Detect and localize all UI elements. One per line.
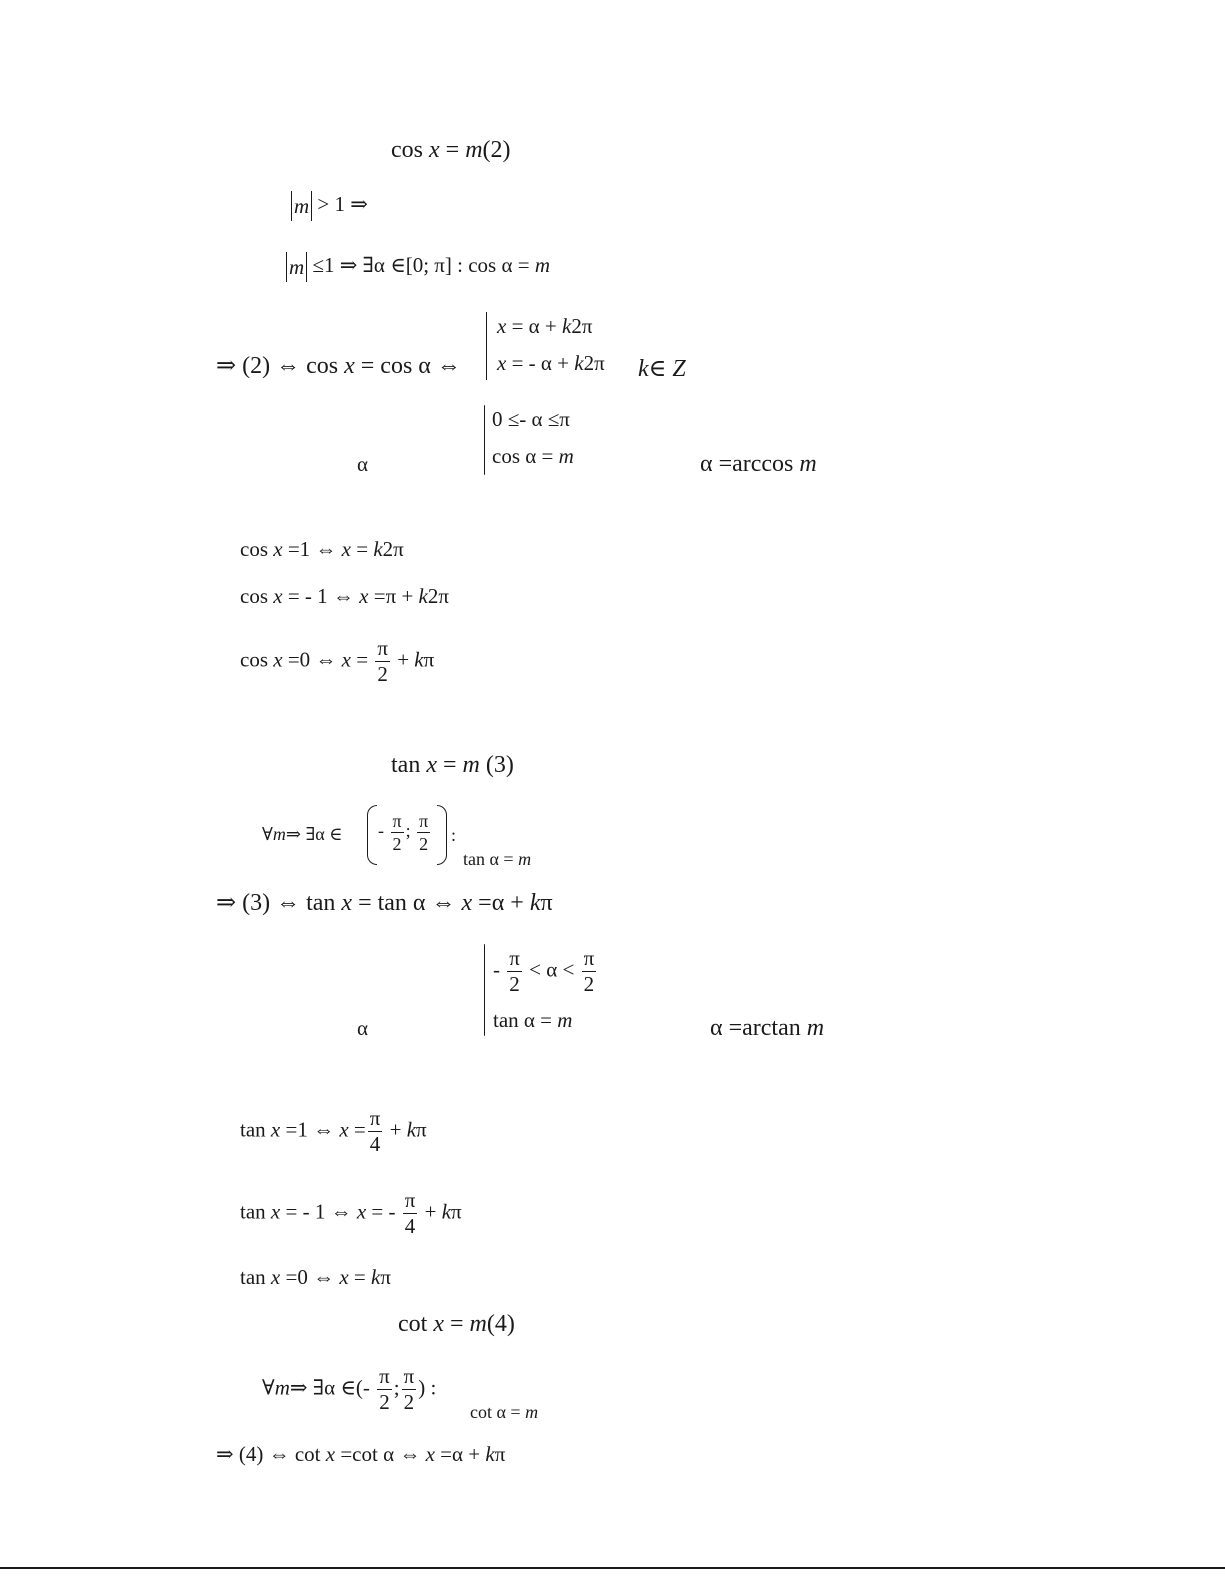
cos-equivalence-line: ⇒ (2) ⇔ cos x = cos α ⇔ [216, 353, 461, 379]
cos-special-case-neg1: cos x = - 1 ⇔ x =π + k2π [240, 584, 449, 608]
page-bottom-rule [0, 1567, 1225, 1569]
cot-forall-statement: ∀m⇒ ∃α ∈(- $\frac{\pi}{2}$ ; $\frac{\pi}{2}$ ) : [262, 1364, 437, 1414]
pi-over-4-fraction: $\frac{\pi}{4}$ [404, 1188, 416, 1238]
cos-solution-line-2: x = - α + k2π [497, 351, 605, 375]
pi-over-2-fraction: $\frac{\pi}{2}$ [377, 636, 388, 686]
cos-case-m-le-one: m ≤1 ⇒ ∃α ∈[0; π] : cos α = m [286, 252, 550, 282]
alpha-arctan-definition: α =arctan m [710, 1015, 825, 1041]
solution-set-bracket [486, 312, 487, 380]
tan-interval-right-paren [437, 805, 447, 865]
tan-forall-statement: ∀m⇒ ∃α ∈ [262, 824, 343, 844]
cos-condition-line-2: cos α = m [492, 444, 574, 468]
tan-alpha-label: α [357, 1016, 369, 1040]
tan-condition-brace [484, 944, 485, 1036]
cot-equivalence-line: ⇒ (4) ⇔ cot x =cot α ⇔ x =α + kπ [216, 1442, 506, 1466]
cos-alpha-label: α [357, 452, 369, 476]
cos-equation-header: cos x = m(2) [391, 137, 511, 163]
cos-special-case-1: cos x =1 ⇔ x = k2π [240, 537, 404, 561]
tan-interval: - $\frac{\pi}{2}$ ; $\frac{\pi}{2}$ [378, 811, 429, 854]
cos-solution-line-1: x = α + k2π [497, 314, 593, 338]
tan-special-case-0: tan x =0 ⇔ x = kπ [240, 1265, 391, 1289]
cot-alpha-condition: cot α = m [470, 1402, 539, 1422]
tan-condition-line-1: - $\frac{\pi}{2}$ < α < $\frac{\pi}{2}$ [493, 946, 595, 996]
cot-equation-header: cot x = m(4) [398, 1311, 515, 1337]
tan-alpha-condition: tan α = m [463, 849, 532, 869]
tan-special-case-neg1: tan x = - 1 ⇔ x = - $\frac{\pi}{4}$ + kπ [240, 1188, 462, 1238]
tan-equation-header: tan x = m (3) [391, 752, 514, 778]
cos-special-case-0: cos x =0 ⇔ x = $\frac{\pi}{2}$ + kπ [240, 636, 435, 686]
cos-case-m-greater-one: m > 1 ⇒ [291, 191, 368, 221]
tan-special-case-1: tan x =1 ⇔ x = $\frac{\pi}{4}$ + kπ [240, 1106, 427, 1156]
tan-interval-left-paren [367, 805, 377, 865]
cos-condition-line-1: 0 ≤- α ≤π [492, 407, 570, 431]
pi-over-4-fraction: $\frac{\pi}{4}$ [369, 1106, 381, 1156]
tan-condition-line-2: tan α = m [493, 1008, 573, 1032]
k-in-integers: k∈ Z [638, 356, 686, 382]
alpha-arccos-definition: α =arccos m [700, 451, 817, 477]
tan-interval-colon: : [451, 825, 457, 845]
tan-equivalence-line: ⇒ (3) ⇔ tan x = tan α ⇔ x =α + kπ [216, 890, 553, 916]
cos-condition-brace [484, 405, 485, 475]
